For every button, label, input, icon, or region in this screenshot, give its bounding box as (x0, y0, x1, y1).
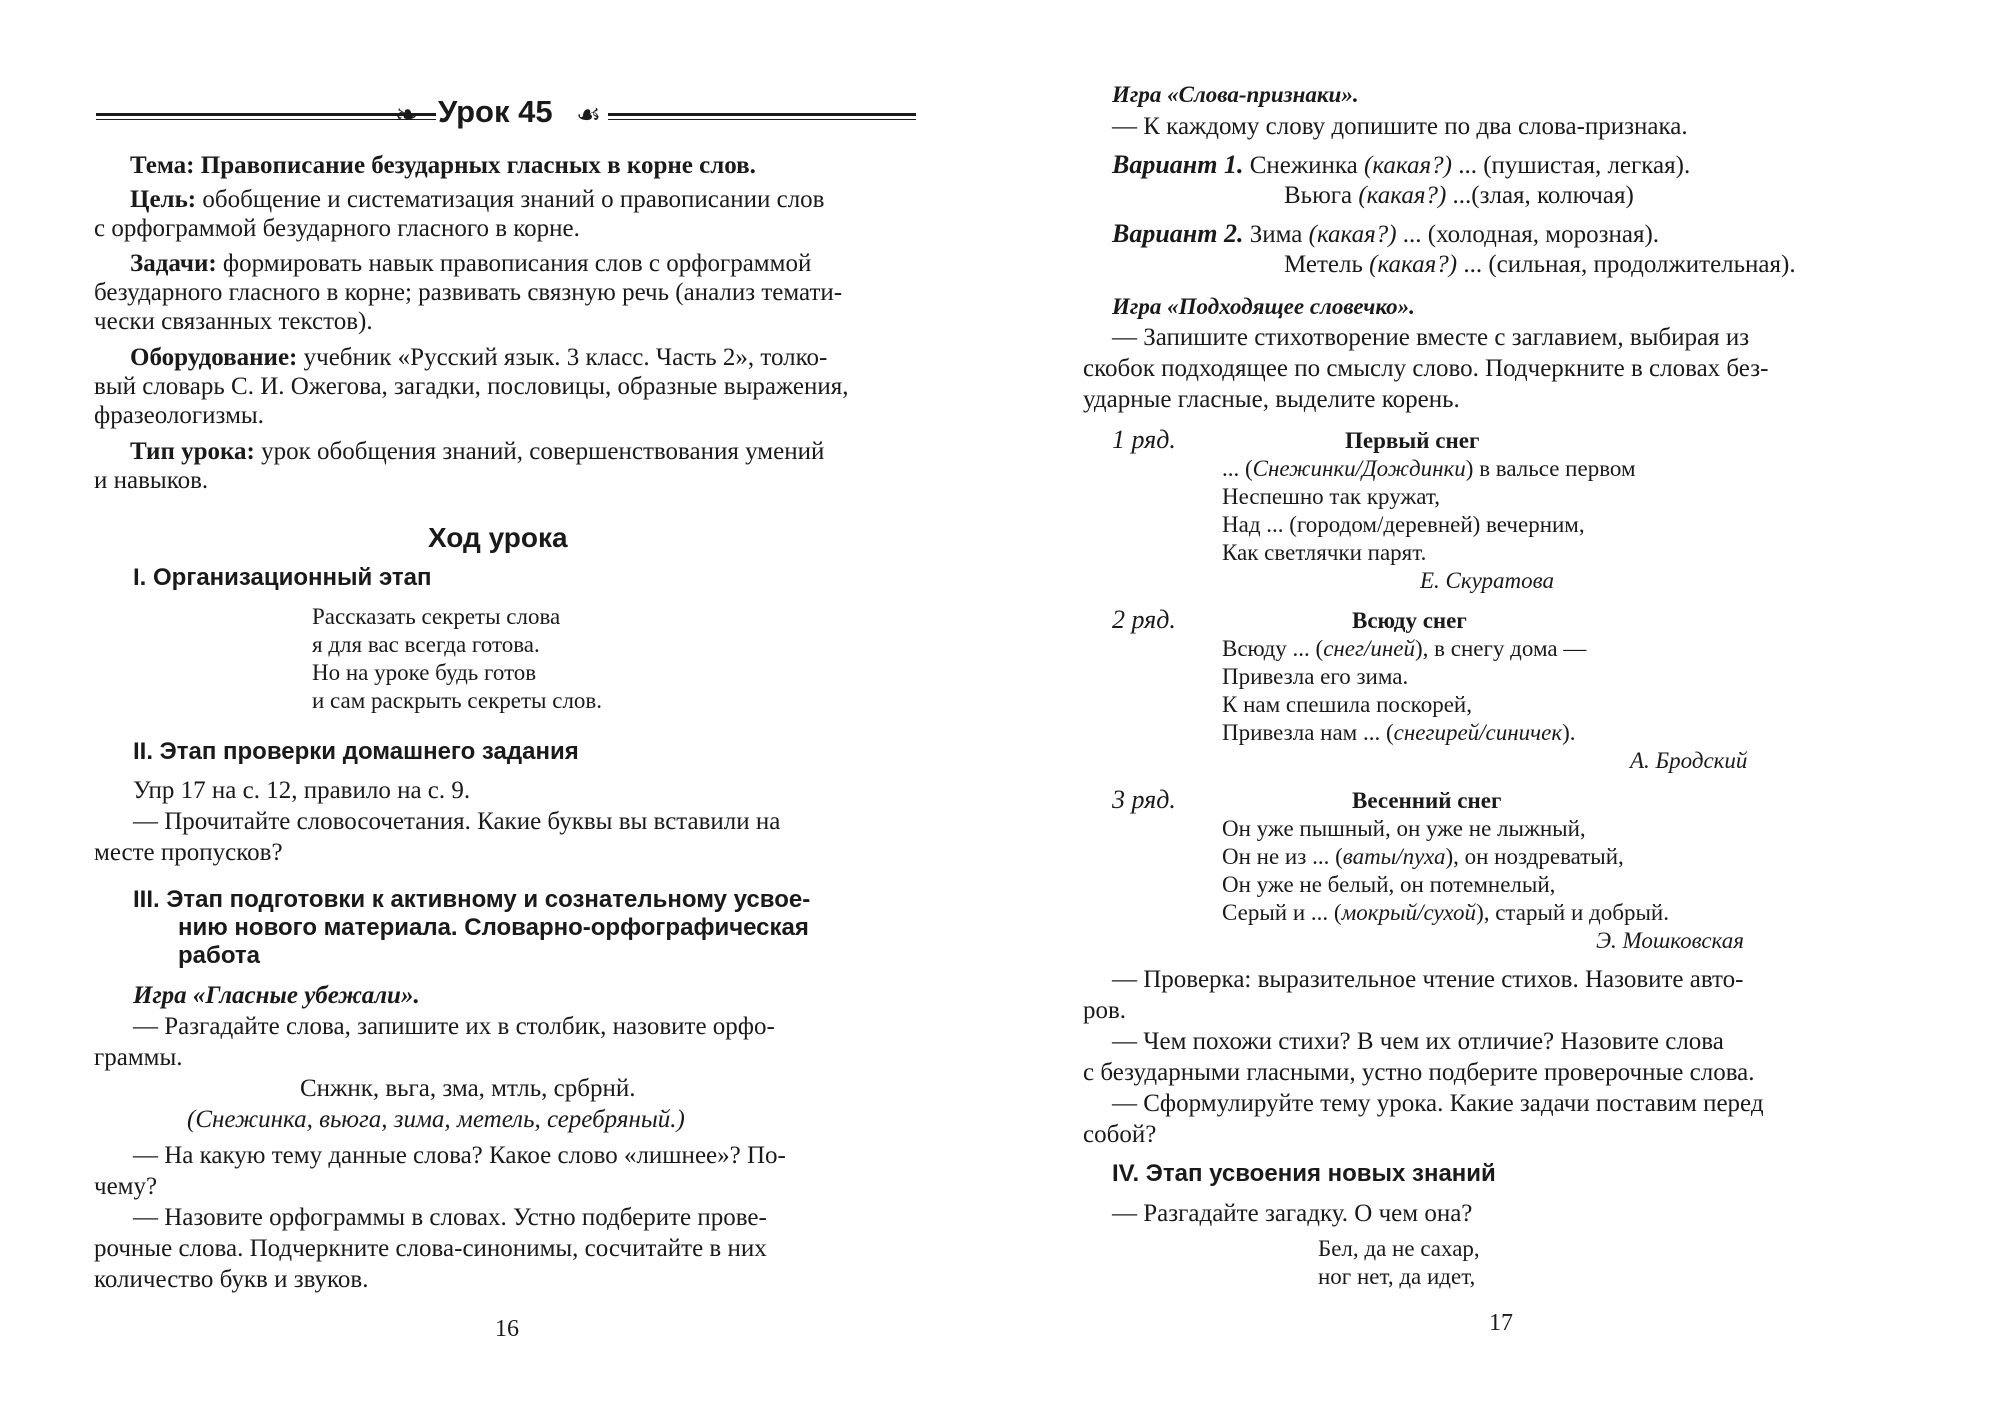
row-3-line-2-c: ), он ноздреватый, (1445, 844, 1624, 869)
page-number: 17 (1489, 1310, 1513, 1336)
row-3-line-3: Он уже не белый, он потемнелый, (1222, 872, 1556, 897)
row-3-label: 3 ряд. (1112, 785, 1176, 814)
game-1-answer: (Снежинка, вьюга, зима, метель, серебряный.) (187, 1106, 685, 1133)
row-1-line-1-a: ... ( (1222, 456, 1253, 481)
variant-2-label: Вариант 2. (1112, 219, 1244, 248)
lesson-title: Урок 45 (438, 94, 553, 129)
variant-2-a-word: Зима (1249, 221, 1303, 248)
title-rule-left-thin (96, 119, 436, 120)
variant-2-b-answer: ... (сильная, продолжительная). (1463, 251, 1796, 278)
row-2-label: 2 ряд. (1112, 605, 1176, 634)
row-1-line-1-c: ) в вальсе первом (1465, 456, 1636, 481)
ornament-left-icon: ❧ (395, 98, 419, 131)
lesson-type-text-1: урок обобщения знаний, совершенствования умений (261, 438, 825, 465)
row-2-title: Всюду снег (1352, 608, 1467, 633)
equipment-line-1 (130, 342, 827, 374)
variant-1-line-a (1112, 149, 1690, 182)
ornament-right-icon: ☙ (576, 98, 602, 131)
row-2-line-1-a: Всюду ... ( (1222, 636, 1324, 661)
game-1-title: Игра «Гласные убежали». (133, 982, 420, 1009)
formulate-line-1: — Сформулируйте тему урока. Какие задачи поставим перед (1112, 1090, 1764, 1117)
row-3-line-2 (1222, 842, 1624, 871)
variant-2-b-word: Метель (1284, 251, 1363, 278)
tasks-text-3: чески связанных текстов). (94, 308, 373, 335)
section-3-heading-2: нию нового материала. Словарно-орфографическая (178, 914, 809, 941)
game-1-question-2: граммы. (94, 1044, 183, 1071)
game-3-question-1: — Запишите стихотворение вместе с заглавием, выбирая из (1112, 324, 1750, 351)
variant-1-a-answer: ... (пушистая, легкая). (1458, 152, 1691, 179)
similar-line-2: с безударными гласными, устно подберите проверочные слова. (1083, 1059, 1755, 1086)
lesson-type-label: Тип урока: (130, 438, 255, 465)
variant-2-line-a (1112, 218, 1659, 251)
goal-label: Цель: (130, 186, 197, 213)
row-3-line-4-c: ), старый и добрый. (1476, 900, 1669, 925)
row-1-line-1 (1222, 454, 1636, 483)
poem-1-line-2: я для вас всегда готова. (312, 632, 540, 657)
tasks-label: Задачи: (130, 250, 217, 277)
row-3-author: Э. Мошковская (1596, 928, 1744, 953)
row-1-line-2: Неспешно так кружат, (1222, 484, 1440, 509)
goal-line-1 (130, 184, 918, 216)
course-heading: Ход урока (428, 522, 568, 553)
equipment-label: Оборудование: (130, 344, 298, 371)
poem-1-line-1: Рассказать секреты слова (312, 604, 561, 629)
title-rule-right (608, 113, 916, 116)
row-1-title: Первый снег (1345, 428, 1480, 453)
equipment-text-2: вый словарь С. И. Ожегова, загадки, пословицы, образные выражения, (94, 373, 849, 400)
row-3-line-4 (1222, 898, 1669, 927)
goal-text-1: обобщение и систематизация знаний о правописании слов (202, 186, 825, 213)
section-3-heading-3: работа (178, 942, 260, 969)
check-line-1: — Проверка: выразительное чтение стихов. Назовите авто- (1112, 966, 1744, 993)
riddle-line-2: ног нет, да идет, (1318, 1264, 1476, 1289)
homework-question-1: — Прочитайте словосочетания. Какие буквы вы вставили на (133, 808, 781, 835)
right-page (1000, 0, 2000, 1422)
similar-line-1: — Чем похожи стихи? В чем их отличие? Назовите слова (1112, 1028, 1724, 1055)
formulate-line-2: собой? (1083, 1121, 1157, 1148)
variant-1-a-word: Снежинка (1249, 152, 1358, 179)
tasks-line-1 (130, 248, 811, 280)
lesson-type-line-1 (130, 436, 824, 468)
lesson-type-text-2: и навыков. (94, 467, 209, 494)
title-rule-right-thin (608, 119, 916, 120)
row-1-line-1-options: Снежинки/Дождинки (1252, 456, 1466, 481)
poem-1-line-4: и сам раскрыть секреты слов. (312, 688, 603, 713)
row-3-line-4-options: мокрый/сухой (1341, 900, 1477, 925)
row-2-line-1-options: снег/иней (1323, 636, 1415, 661)
section-4-heading: IV. Этап усвоения новых знаний (1112, 1160, 1496, 1187)
riddle-line-1: Бел, да не сахар, (1318, 1236, 1480, 1261)
variant-2-a-answer: ... (холодная, морозная). (1402, 221, 1660, 248)
row-3-line-2-options: ваты/пуха (1342, 844, 1446, 869)
game-3-question-2: скобок подходящее по смыслу слово. Подчеркните в словах без- (1083, 355, 1769, 382)
check-line-2: ров. (1083, 997, 1127, 1024)
variant-2-line-b (1284, 249, 1796, 281)
variant-2-a-question: (какая?) (1308, 221, 1397, 248)
orthogram-question-1: — Назовите орфограммы в словах. Устно подберите прове- (133, 1204, 767, 1231)
topic-line (130, 150, 756, 182)
row-2-line-1-c: ), в снегу дома — (1415, 636, 1587, 661)
variant-1-label: Вариант 1. (1112, 150, 1244, 179)
homework-line: Упр 17 на с. 12, правило на с. 9. (133, 777, 471, 804)
row-3-title: Весенний снег (1352, 788, 1502, 813)
variant-1-b-question: (какая?) (1358, 182, 1447, 209)
row-2-line-3: К нам спешила поскорей, (1222, 692, 1472, 717)
game-2-question: — К каждому слову допишите по два слова-признака. (1112, 113, 1688, 140)
topic-question-2: чему? (94, 1173, 158, 1200)
equipment-text-1: учебник «Русский язык. 3 класс. Часть 2», толко- (303, 344, 828, 371)
tasks-text-2: безударного гласного в корне; развивать связную речь (анализ темати- (94, 279, 843, 306)
row-1-label: 1 ряд. (1112, 425, 1176, 454)
row-2-author: А. Бродский (1630, 748, 1748, 773)
equipment-text-3: фразеологизмы. (94, 402, 264, 429)
title-rule-left (96, 113, 436, 116)
row-1-line-3: Над ... (городом/деревней) вечерним, (1222, 512, 1585, 537)
variant-1-a-question: (какая?) (1364, 152, 1452, 179)
game-1-question-1: — Разгадайте слова, запишите их в столбик, назовите орфо- (133, 1013, 775, 1040)
poem-1-line-3: Но на уроке будь готов (312, 660, 537, 685)
row-2-line-4 (1222, 718, 1576, 747)
orthogram-question-2: рочные слова. Подчеркните слова-синонимы, сосчитайте в них (94, 1235, 767, 1262)
row-3-line-1: Он уже пышный, он уже не лыжный, (1222, 816, 1586, 841)
section-1-heading: I. Организационный этап (133, 564, 432, 591)
homework-question-2: месте пропусков? (94, 839, 283, 866)
game-3-title: Игра «Подходящее словечко». (1112, 294, 1415, 319)
topic-label: Тема: (130, 152, 195, 179)
game-2-title: Игра «Слова-признаки». (1112, 82, 1359, 107)
orthogram-question-3: количество букв и звуков. (94, 1266, 369, 1293)
row-2-line-4-options: снегирей/синичек (1393, 720, 1563, 745)
row-2-line-1 (1222, 634, 1586, 663)
section-3-heading-1: III. Этап подготовки к активному и сознательному усвое- (133, 886, 811, 913)
game-1-words: Снжнк, вьга, зма, мтль, србрнй. (300, 1075, 636, 1102)
row-2-line-2: Привезла его зима. (1222, 664, 1409, 689)
topic-question-1: — На какую тему данные слова? Какое слово «лишнее»? По- (133, 1142, 786, 1169)
page-number: 16 (495, 1316, 519, 1342)
variant-1-b-answer: ...(злая, колючая) (1452, 182, 1634, 209)
tasks-text-1: формировать навык правописания слов с орфограммой (222, 250, 812, 277)
row-3-line-4-a: Серый и ... ( (1222, 900, 1342, 925)
game-3-question-3: ударные гласные, выделите корень. (1083, 386, 1460, 413)
section-2-heading: II. Этап проверки домашнего задания (133, 738, 579, 765)
row-1-author: Е. Скуратова (1420, 568, 1554, 593)
topic-text: Правописание безударных гласных в корне слов. (200, 152, 756, 179)
variant-1-line-b (1284, 180, 1634, 212)
variant-2-b-question: (какая?) (1369, 251, 1458, 278)
goal-text-2: с орфограммой безударного гласного в корне. (94, 215, 580, 242)
row-2-line-4-c: ). (1562, 720, 1576, 745)
row-3-line-2-a: Он не из ... ( (1222, 844, 1343, 869)
variant-1-b-word: Вьюга (1284, 182, 1353, 209)
row-2-line-4-a: Привезла нам ... ( (1222, 720, 1394, 745)
row-1-line-4: Как светлячки парят. (1222, 540, 1427, 565)
riddle-question: — Разгадайте загадку. О чем она? (1112, 1200, 1473, 1227)
